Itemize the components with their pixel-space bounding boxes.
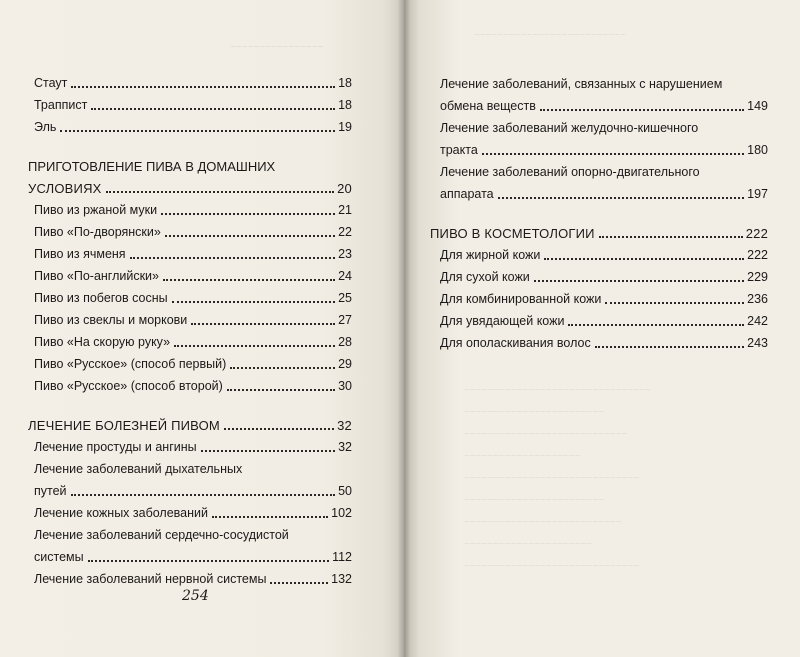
toc-entry: Лечение кожных заболеваний 102	[34, 506, 352, 520]
toc-entry: Пиво «На скорую руку» 28	[34, 335, 352, 349]
toc-entry: системы 112	[34, 550, 352, 564]
toc-entry: путей 50	[34, 484, 352, 498]
page-number: 254	[182, 588, 209, 604]
toc-entry: Стаут 18	[34, 76, 352, 90]
right-page	[404, 0, 800, 657]
toc-entry: Эль 19	[34, 120, 352, 134]
toc-entry: Для жирной кожи 222	[440, 248, 768, 262]
toc-entry: Для комбинированной кожи 236	[440, 292, 768, 306]
toc-entry: Пиво «Русское» (способ первый) 29	[34, 357, 352, 371]
toc-entry: Для увядающей кожи 242	[440, 314, 768, 328]
toc-section-entry: ЛЕЧЕНИЕ БОЛЕЗНЕЙ ПИВОМ 32	[28, 418, 352, 433]
toc-entry: Пиво из ячменя 23	[34, 247, 352, 261]
book-gutter	[398, 0, 410, 657]
toc-entry: обмена веществ 149	[440, 99, 768, 113]
toc-entry: Пиво из ржаной муки 21	[34, 203, 352, 217]
toc-section-entry: ПИВО В КОСМЕТОЛОГИИ 222	[430, 226, 768, 241]
toc-entry: тракта 180	[440, 143, 768, 157]
toc-entry: Для сухой кожи 229	[440, 270, 768, 284]
toc-entry: Пиво «По-английски» 24	[34, 269, 352, 283]
toc-section-title: ПРИГОТОВЛЕНИЕ ПИВА В ДОМАШНИХ	[28, 159, 276, 174]
toc-entry-first-line: Лечение заболеваний, связанных с нарушением	[440, 77, 723, 91]
toc-section-entry: УСЛОВИЯХ 20	[28, 181, 352, 196]
show-through-text: ~~~~~~~~~~~~~~~~	[230, 42, 324, 53]
toc-entry: Для ополаскивания волос 243	[440, 336, 768, 350]
toc-entry-first-line: Лечение заболеваний сердечно-сосудистой	[34, 528, 289, 542]
toc-entry: аппарата 197	[440, 187, 768, 201]
show-through-text: ~~~~~~~~~~~~~~~~~~~~~~~~~~~~~~~~ ~~~~~~~~~~~~~~~~~~~~~~~~ ~~~~~~~~~~~~~~~~~~~~~~~~~~~~ ~~~~~~~~~~~~~~~~~~~~ ~~~~~~~~~~~~~~~~~~~~~~~~~~~~~~ ~~~~~~~~~~~~~~~~~~~~~~~~ ~~~~~~~~~~~~~~~~~~~~~~~~~~~ ~~~~~~~~~~~~~~~~~~~~~~ ~~~~~~~~~~~~~~~~~~~~~~~~~~~~~~	[464, 385, 651, 572]
toc-entry-first-line: Лечение заболеваний желудочно-кишечного	[440, 121, 699, 135]
toc-entry: Пиво «Русское» (способ второй) 30	[34, 379, 352, 393]
toc-entry-first-line: Лечение заболеваний дыхательных	[34, 462, 243, 476]
show-through-text: ~~~~~~~~~~~~~~~~~~~~~~~~~~	[474, 30, 626, 41]
toc-entry: Лечение простуды и ангины 32	[34, 440, 352, 454]
toc-entry: Пиво «По-дворянски» 22	[34, 225, 352, 239]
toc-entry: Пиво из побегов сосны 25	[34, 291, 352, 305]
toc-entry-first-line: Лечение заболеваний опорно-двигательного	[440, 165, 700, 179]
toc-entry: Лечение заболеваний нервной системы 132	[34, 572, 352, 586]
toc-entry: Траппист 18	[34, 98, 352, 112]
toc-entry: Пиво из свеклы и моркови 27	[34, 313, 352, 327]
